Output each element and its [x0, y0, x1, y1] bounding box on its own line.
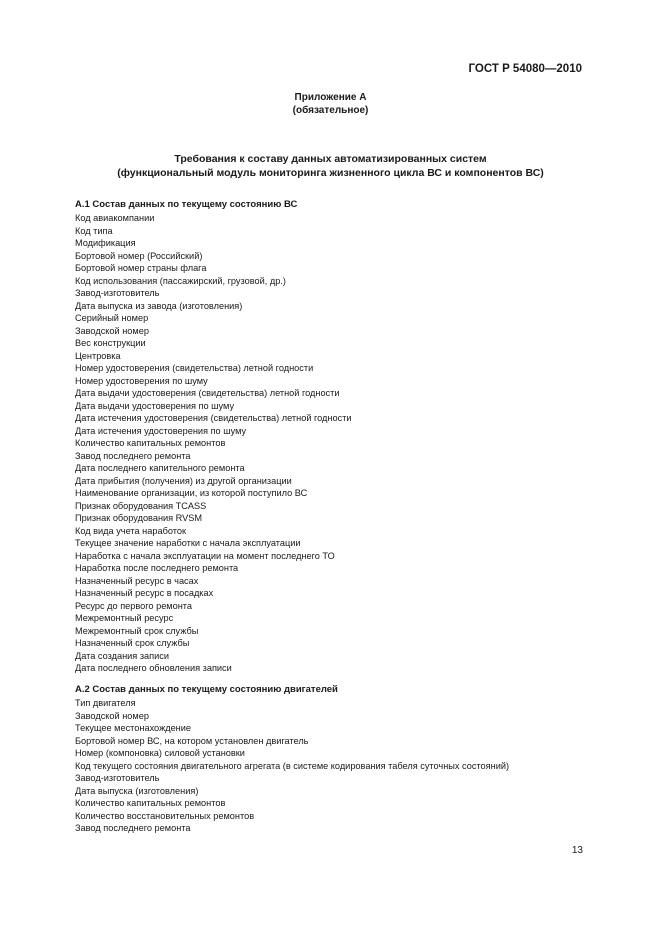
title-line-1: Требования к составу данных автоматизированных систем — [174, 153, 487, 165]
list-item: Дата выпуска из завода (изготовления) — [75, 300, 243, 311]
list-item: Признак оборудования TCASS — [75, 500, 207, 511]
appendix-status: (обязательное) — [292, 104, 369, 116]
list-item: Признак оборудования RVSM — [75, 513, 203, 523]
list-item: Количество восстановительных ремонтов — [75, 810, 255, 821]
document-title — [0, 153, 661, 180]
list-item: Дата истечения удостоверения (свидетельства) летной годности — [75, 413, 352, 423]
appendix-label: Приложение А — [294, 92, 367, 103]
list-item: Межремонтный срок службы — [75, 625, 199, 636]
list-item: Дата последнего капительного ремонта — [75, 463, 245, 473]
appendix-heading — [0, 92, 661, 117]
list-item: Дата выдачи удостоверения по шуму — [75, 400, 235, 411]
list-item: Завод последнего ремонта — [75, 823, 191, 833]
list-item: Наименование организации, из которой поступило ВС — [75, 488, 308, 498]
section-a2-list — [75, 697, 509, 835]
list-item: Код вида учета наработок — [75, 525, 186, 536]
list-item: Серийный номер — [75, 313, 149, 323]
list-item: Бортовой номер ВС, на котором установлен двигатель — [75, 735, 309, 746]
list-item: Текущее местонахождение — [75, 723, 191, 733]
list-item: Центровка — [75, 350, 121, 361]
list-item: Количество капитальных ремонтов — [75, 798, 226, 808]
list-item: Дата выдачи удостоверения (свидетельства) летной годности — [75, 388, 340, 398]
list-item: Ресурс до первого ремонта — [75, 600, 193, 611]
section-a1-heading: А.1 Состав данных по текущему состоянию ВС — [75, 199, 298, 210]
list-item: Заводской номер — [75, 710, 149, 721]
list-item: Код типа — [75, 225, 113, 236]
list-item: Завод последнего ремонта — [75, 450, 191, 461]
list-item: Наработка с начала эксплуатации на момент последнего ТО — [75, 550, 335, 561]
list-item: Дата создания записи — [75, 650, 169, 661]
list-item: Завод-изготовитель — [75, 773, 160, 783]
list-item: Дата последнего обновления записи — [75, 663, 232, 673]
list-item: Дата истечения удостоверения по шуму — [75, 425, 247, 436]
list-item: Назначенный ресурс в часах — [75, 575, 199, 586]
list-item: Модификация — [75, 238, 136, 248]
list-item: Межремонтный ресурс — [75, 613, 174, 623]
list-item: Тип двигателя — [75, 698, 136, 708]
section-a2-heading: А.2 Состав данных по текущему состоянию двигателей — [75, 684, 338, 695]
list-item: Заводской номер — [75, 325, 149, 336]
list-item: Наработка после последнего ремонта — [75, 563, 239, 573]
list-item: Дата прибытия (получения) из другой организации — [75, 475, 292, 486]
list-item: Бортовой номер (Российский) — [75, 250, 203, 261]
list-item: Завод-изготовитель — [75, 288, 160, 298]
title-line-2: (функциональный модуль мониторинга жизненного цикла ВС и компонентов ВС) — [117, 166, 544, 179]
list-item: Бортовой номер страны флага — [75, 263, 207, 273]
list-item: Код авиакомпании — [75, 213, 155, 223]
list-item: Дата выпуска (изготовления) — [75, 785, 199, 796]
list-item: Количество капитальных ремонтов — [75, 438, 226, 448]
list-item: Текущее значение наработки с начала эксплуатации — [75, 538, 301, 548]
page-number: 13 — [571, 845, 583, 856]
list-item: Код текущего состояния двигательного агрегата (в системе кодирования табеля суточных состояний) — [75, 760, 510, 771]
list-item: Назначенный ресурс в посадках — [75, 588, 214, 598]
list-item: Код использования (пассажирский, грузовой, др.) — [75, 275, 286, 286]
list-item: Назначенный срок службы — [75, 638, 190, 648]
list-item: Номер (компоновка) силовой установки — [75, 748, 245, 758]
list-item: Номер удостоверения по шуму — [75, 375, 208, 386]
section-a1-list — [75, 212, 352, 675]
standard-number: ГОСТ Р 54080—2010 — [468, 63, 582, 75]
list-item: Номер удостоверения (свидетельства) летной годности — [75, 363, 314, 373]
list-item: Вес конструкции — [75, 338, 146, 348]
